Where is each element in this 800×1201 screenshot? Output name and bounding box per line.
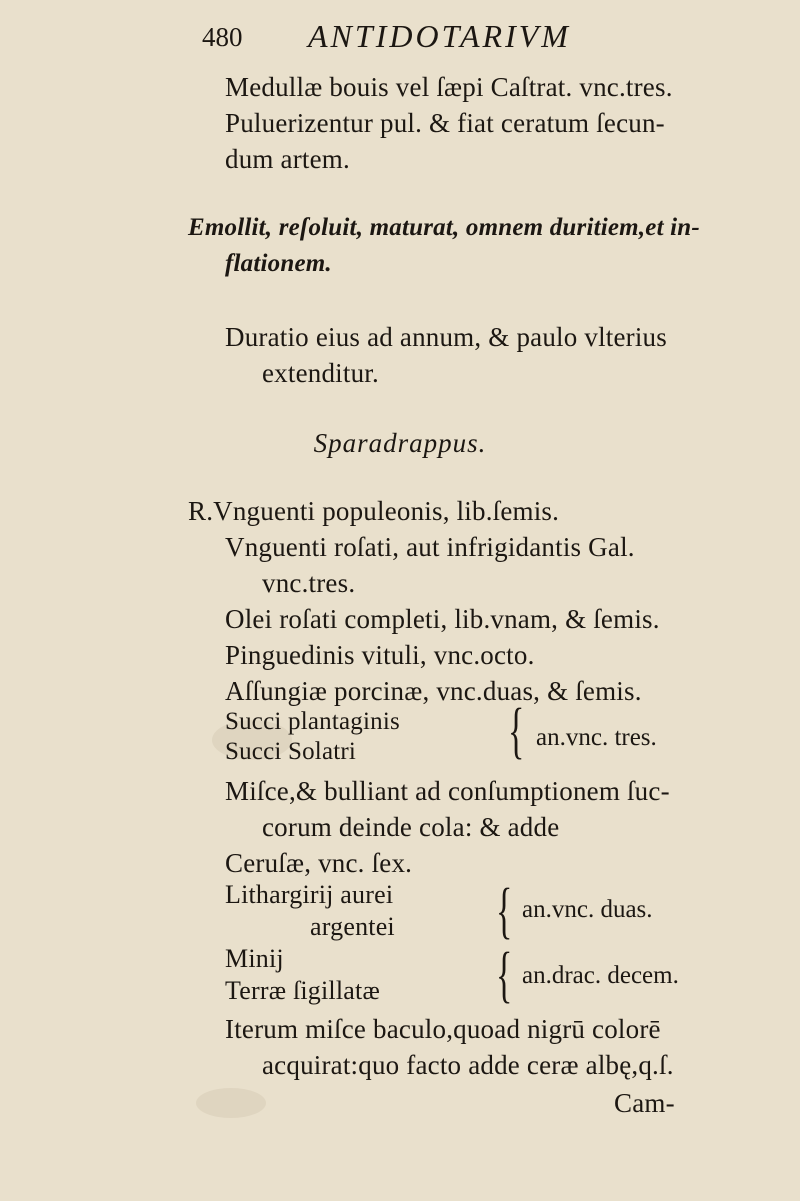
text-line: argentei xyxy=(310,912,395,941)
text-line: Succi Solatri xyxy=(225,738,357,765)
text-line: Duratio eius ad annum, & paulo vlterius xyxy=(225,322,667,352)
text-line: Iterum miſce baculo,quoad nigrū colorē xyxy=(225,1014,661,1044)
grouped-quantity: an.drac. decem. xyxy=(522,962,679,989)
text-line: R.Vnguenti populeonis, lib.ſemis. xyxy=(188,496,560,526)
text-line: dum artem. xyxy=(225,144,350,174)
stain xyxy=(196,1088,266,1118)
text-line: Pinguedinis vituli, vnc.octo. xyxy=(225,640,535,670)
brace-icon: { xyxy=(496,941,513,1009)
section-heading: Sparadrappus. xyxy=(313,428,487,458)
page-number: 480 xyxy=(202,22,243,52)
running-title: ANTIDOTARIVM xyxy=(308,18,571,54)
text-line: corum deinde cola: & adde xyxy=(262,812,560,842)
text-line: Puluerizentur pul. & fiat ceratum ſecun- xyxy=(225,108,665,138)
brace-icon: { xyxy=(496,877,513,945)
text-line: Succi plantaginis xyxy=(225,708,400,735)
brace-icon: { xyxy=(508,697,525,765)
italic-text-line: flationem. xyxy=(225,250,332,277)
text-line: vnc.tres. xyxy=(262,568,356,598)
text-line: Minij xyxy=(225,944,284,973)
text-line: Olei roſati completi, lib.vnam, & ſemis. xyxy=(225,604,660,634)
catchword: Cam- xyxy=(614,1088,675,1118)
text-line: Vnguenti roſati, aut infrigidantis Gal. xyxy=(225,532,635,562)
italic-text-line: Emollit, reſoluit, maturat, omnem duritiem,et in- xyxy=(188,214,700,241)
text-line: Lithargirij aurei xyxy=(225,880,394,909)
text-line: acquirat:quo facto adde ceræ albę,q.ſ. xyxy=(262,1050,674,1080)
text-line: Terræ ſigillatæ xyxy=(225,976,380,1005)
grouped-quantity: an.vnc. tres. xyxy=(536,724,657,751)
text-line: Miſce,& bulliant ad conſumptionem ſuc- xyxy=(225,776,670,806)
text-line: Medullæ bouis vel ſæpi Caſtrat. vnc.tres. xyxy=(225,72,673,102)
text-line: Aſſungiæ porcinæ, vnc.duas, & ſemis. xyxy=(225,676,642,706)
text-line: extenditur. xyxy=(262,358,379,388)
text-line: Ceruſæ, vnc. ſex. xyxy=(225,848,413,878)
grouped-quantity: an.vnc. duas. xyxy=(522,896,653,923)
